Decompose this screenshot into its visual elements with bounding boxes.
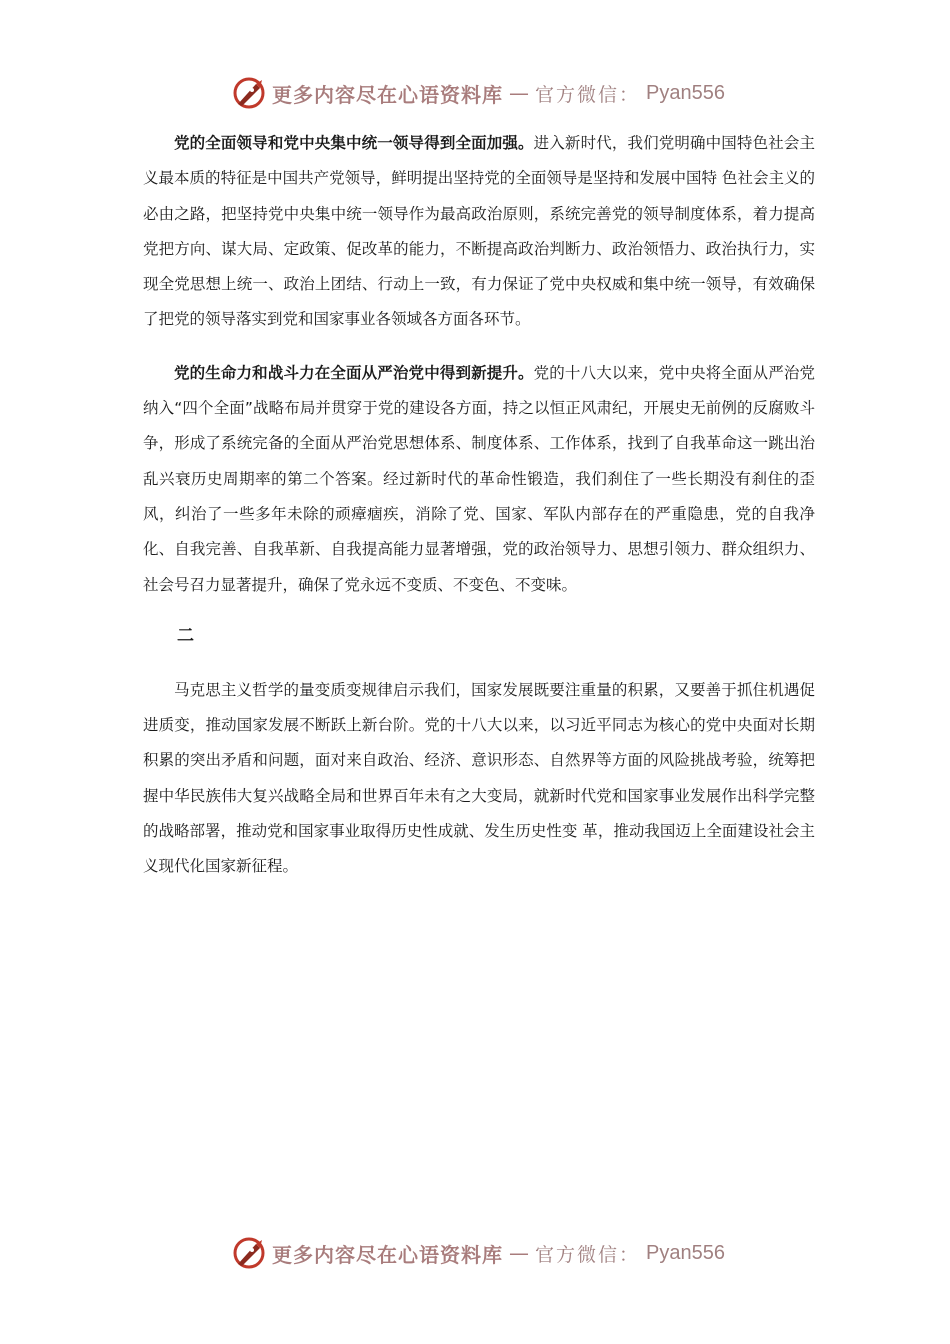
watermark-wechat-label: 官方微信： — [535, 1243, 641, 1266]
watermark-dash: — — [509, 1241, 529, 1265]
paragraph-2-body: 党的十八大以来，党中央将全面从严治党纳入“四个全面”战略布局并贯穿于党的建设各方面，持之以恒正风肃纪，开展史无前例的反腐败斗争，形成了系统完备的全面从严治党思想体系、制度体系、工作体系，找到了自我革命这一跳出治乱兴衰历史周期率的第二个答案。经过新时代的革命性锻造，我们刹住了一些长期没有刹住的歪风，纠治了一些多年未除的顽瘴痼疾，消除了党、国家、军队内部存在的严重隐患，党的自我净化、自我完善、自我革新、自我提高能力显著增强，党的政治领导力、思想引领力、群众组织力、社会号召力显著提升，确保了党永远不变质、不变色、不变味。 — [143, 363, 815, 594]
pen-logo-icon — [232, 76, 266, 110]
pen-logo-icon — [232, 1236, 266, 1270]
paragraph-1-lead: 党的全面领导和党中央集中统一领导得到全面加强。 — [174, 134, 534, 152]
watermark-wechat-id: Pyan556 — [646, 81, 725, 104]
watermark-banner-bottom — [232, 1235, 725, 1271]
paragraph-3: 马克思主义哲学的量变质变规律启示我们，国家发展既要注重量的积累，又要善于抓住机遇促进质变，推动国家发展不断跃上新台阶。党的十八大以来，以习近平同志为核心的党中央面对长期积累的突出矛盾和问题，面对来自政治、经济、意识形态、自然界等方面的风险挑战考验，统筹把握中华民族伟大复兴战略全局和世界百年未有之大变局，就新时代党和国家事业发展作出科学完整的战略部署，推动党和国家事业取得历史性成就、发生历史性变 革，推动我国迈上全面建设社会主义现代化国家新征程。 — [143, 680, 815, 876]
watermark-wechat-id: Pyan556 — [646, 1241, 725, 1264]
watermark-banner-top — [232, 75, 725, 111]
watermark-main-text: 更多内容尽在心语资料库 — [272, 82, 503, 107]
paragraph-2-lead: 党的生命力和战斗力在全面从严治党中得到新提升。 — [174, 363, 534, 382]
paragraph-1-body: 进入新时代，我们党明确中国特色社会主义最本质的特征是中国共产党领导，鲜明提出坚持党的全面领导是坚持和发展中国特 色社会主义的必由之路，把坚持党中央集中统一领导作为最高政治原则，系统完善党的领导制度体系，着力提高党把方向、谋大局、定政策、促改革的能力，不断提高政治判断力、政治领悟力、政治执行力，实现全党思想上统一、政治上团结、行动上一致，有力保证了党中央权威和集中统一领导，有效确保了把党的领导落实到党和国家事业各领域各方面各环节。 — [143, 134, 815, 329]
watermark-dash: — — [509, 81, 529, 105]
paragraph-1 — [143, 126, 815, 338]
watermark-wechat-label: 官方微信： — [535, 83, 641, 106]
section-number: 二 — [177, 625, 194, 646]
document-body — [143, 126, 815, 885]
watermark-main-text: 更多内容尽在心语资料库 — [272, 1242, 503, 1267]
paragraph-2 — [143, 356, 815, 603]
